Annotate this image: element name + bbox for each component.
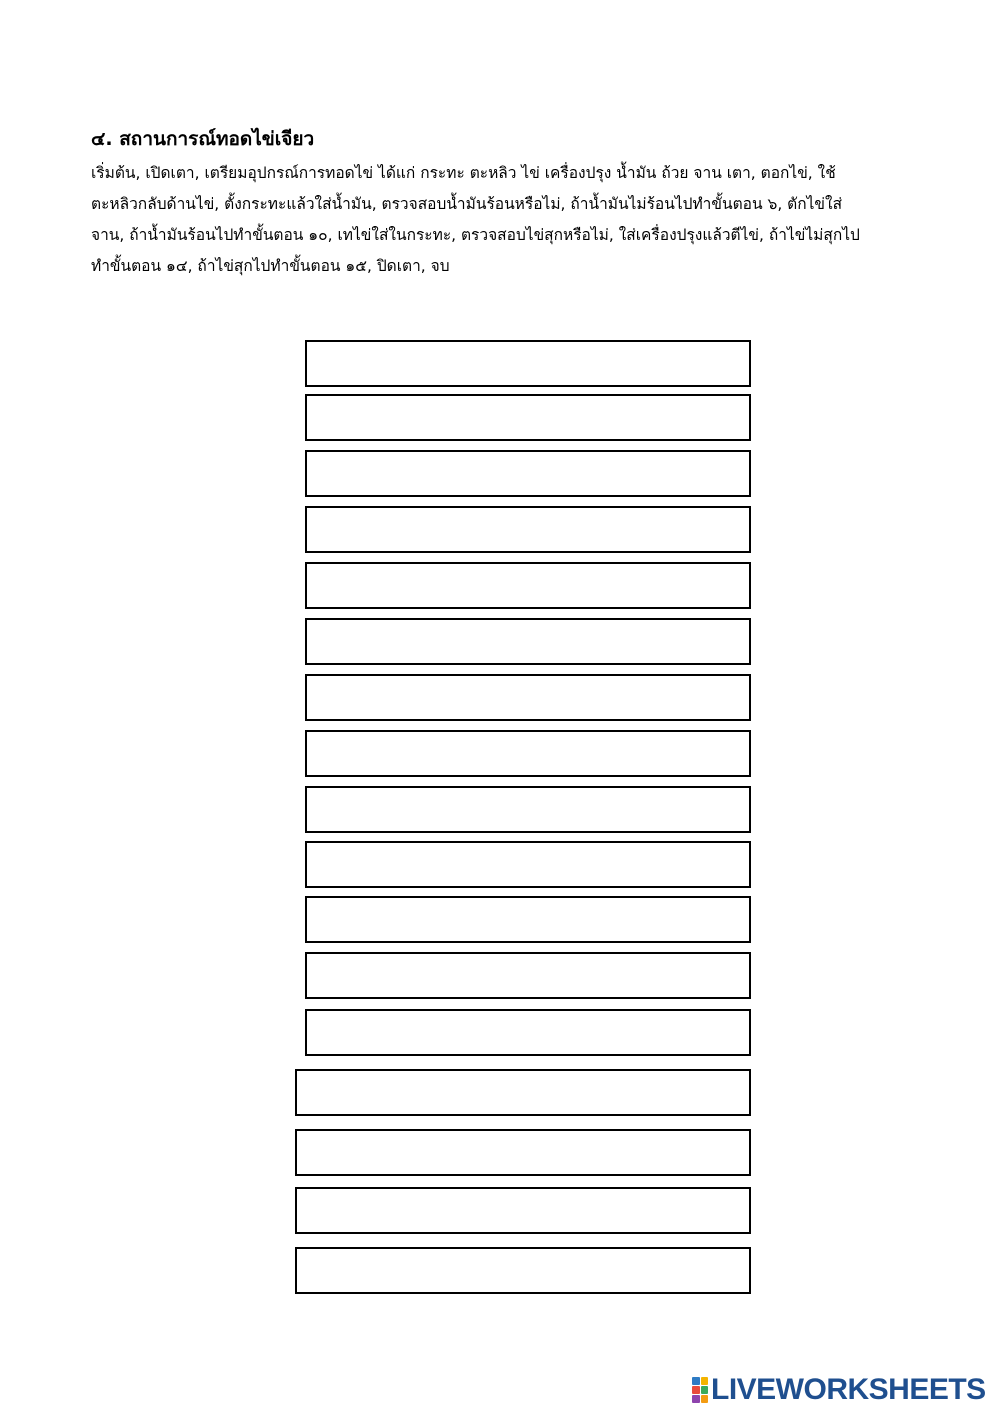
- answer-box-5[interactable]: [305, 562, 751, 609]
- answer-box-12[interactable]: [305, 952, 751, 999]
- answer-box-8[interactable]: [305, 730, 751, 777]
- liveworksheets-logo[interactable]: [692, 1374, 986, 1406]
- answer-box-7[interactable]: [305, 674, 751, 721]
- answer-box-17[interactable]: [295, 1247, 751, 1294]
- answer-box-3[interactable]: [305, 450, 751, 497]
- liveworksheets-logo-icon: [692, 1377, 708, 1403]
- description-line: เริ่มต้น, เปิดเตา, เตรียมอุปกรณ์การทอดไข่ ได้แก่ กระทะ ตะหลิว ไข่ เครื่องปรุง น้ำมัน ถ้วย จาน เตา, ตอกไข่, ใช้: [91, 164, 836, 182]
- answer-box-11[interactable]: [305, 896, 751, 943]
- answer-box-4[interactable]: [305, 506, 751, 553]
- answer-box-15[interactable]: [295, 1129, 751, 1176]
- exercise-title: ๔. สถานการณ์ทอดไข่เจียว: [91, 128, 315, 150]
- answer-box-9[interactable]: [305, 786, 751, 833]
- answer-box-6[interactable]: [305, 618, 751, 665]
- answer-box-10[interactable]: [305, 841, 751, 888]
- answer-box-14[interactable]: [295, 1069, 751, 1116]
- description-line: ทำขั้นตอน ๑๔, ถ้าไข่สุกไปทำขั้นตอน ๑๕, ปิดเตา, จบ: [91, 257, 450, 275]
- answer-box-16[interactable]: [295, 1187, 751, 1234]
- answer-box-13[interactable]: [305, 1009, 751, 1056]
- answer-box-1[interactable]: [305, 340, 751, 387]
- liveworksheets-brand-text: LIVEWORKSHEETS: [711, 1373, 986, 1406]
- exercise-description: [91, 158, 921, 282]
- answer-box-2[interactable]: [305, 394, 751, 441]
- description-line: ตะหลิวกลับด้านไข่, ตั้งกระทะแล้วใส่น้ำมัน, ตรวจสอบน้ำมันร้อนหรือไม่, ถ้าน้ำมันไม่ร้อนไปทำขั้นตอน ๖, ตักไข่ใส่: [91, 195, 843, 213]
- description-line: จาน, ถ้าน้ำมันร้อนไปทำขั้นตอน ๑๐, เทไข่ใส่ในกระทะ, ตรวจสอบไข่สุกหรือไม่, ใส่เครื่องปรุงแล้วตีไข่, ถ้าไข่ไม่สุกไป: [91, 226, 860, 244]
